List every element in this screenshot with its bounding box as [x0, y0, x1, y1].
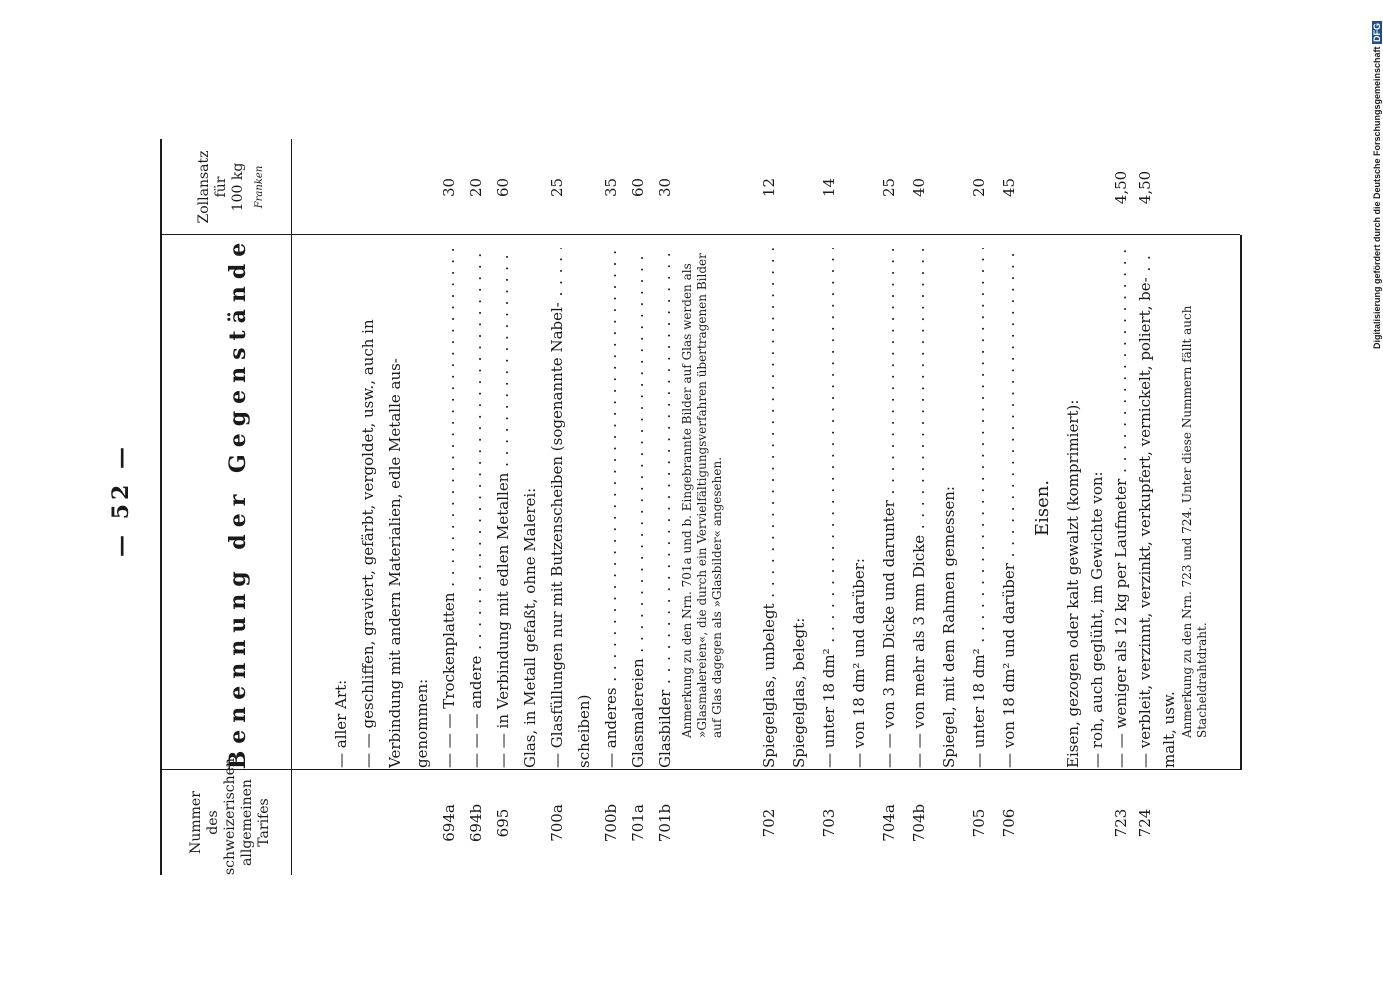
item-description: — unter 18 dm² . . .	[818, 248, 840, 768]
duty-rate: 40	[910, 177, 928, 198]
duty-rate	[1086, 145, 1108, 230]
annotation-note-1: Anmerkung zu den Nrn. 701a und b. Eingebrannte Bilder auf Glas werden als »Glasmalereien«, die durch ein Vervielfältigungsverfahren übertragenen Bilder auf Glas dagegen als »Glasbilder« angesehen.	[680, 253, 724, 738]
item-description: — — — Trockenplatten . . .	[438, 248, 460, 768]
tariff-number	[1158, 778, 1180, 868]
item-description: — Glasfüllungen nur mit Butzenscheiben (sogenannte Nabel- . . .	[546, 248, 568, 768]
duty-rate	[330, 145, 352, 230]
duty-rate	[573, 145, 595, 230]
header-rate-unit: Franken	[254, 165, 265, 209]
header-number-line: allgemeinen	[239, 779, 255, 866]
tariff-number: 703	[820, 808, 838, 838]
item-description: Spiegel, mit dem Rahmen gemessen:	[940, 486, 958, 768]
tariff-number: 723	[1112, 808, 1130, 838]
duty-rate	[519, 145, 541, 230]
duty-rate	[1062, 145, 1084, 230]
item-description: Spiegelglas, unbelegt . . .	[758, 248, 780, 768]
tariff-number: 700b	[602, 803, 620, 843]
duty-rate	[384, 145, 406, 230]
item-description: Glasmalereien . . .	[627, 248, 649, 768]
tariff-number: 694a	[440, 804, 458, 842]
item-description: — — geschliffen, graviert, gefärbt, vergoldet, usw., auch in	[359, 319, 377, 768]
header-rate-line: Zollansatz	[196, 150, 212, 224]
duty-rate: 25	[548, 177, 566, 198]
tariff-number: 702	[760, 808, 778, 838]
item-description: — — — andere . . .	[465, 248, 487, 768]
header-number-line: des	[205, 810, 221, 835]
table-top-rule	[160, 139, 162, 875]
item-description: — von 18 dm² und darüber:	[850, 558, 868, 768]
column-rule-2	[160, 234, 1240, 235]
digitization-credit	[1367, 0, 1383, 1000]
dfg-logo: DFG	[1372, 22, 1382, 42]
item-description: Spiegelglas, belegt:	[790, 617, 808, 768]
tariff-number: 705	[970, 808, 988, 838]
duty-rate: 25	[880, 177, 898, 198]
item-description: — — in Verbindung mit edlen Metallen . . .	[492, 248, 514, 768]
duty-rate: 20	[467, 177, 485, 198]
header-number-line: Tarifes	[256, 798, 272, 847]
tariff-number	[519, 778, 541, 868]
duty-rate: 20	[970, 177, 988, 198]
header-number-line: schweizerischen	[222, 758, 238, 875]
tariff-number	[788, 778, 810, 868]
tariff-number: 695	[494, 808, 512, 838]
annotation-note-2: Anmerkung zu den Nrn. 723 und 724. Unter diese Nummern fällt auch Stacheldrahtdraht.	[1180, 305, 1209, 738]
item-description: — — von mehr als 3 mm Dicke . . .	[908, 248, 930, 768]
duty-rate: 14	[820, 177, 838, 198]
tariff-number	[573, 778, 595, 868]
tariff-number	[384, 778, 406, 868]
item-description: — — von 3 mm Dicke und darunter . . .	[878, 248, 900, 768]
item-description: — roh, auch geglüht, im Gewichte von:	[1088, 471, 1106, 768]
duty-rate	[938, 145, 960, 230]
duty-rate: 45	[1000, 177, 1018, 198]
duty-rate: 4,50	[1136, 170, 1154, 205]
header-rate-column	[196, 139, 268, 235]
tariff-number	[357, 778, 379, 868]
section-title-eisen: Eisen.	[1032, 479, 1053, 537]
duty-rate: 35	[602, 177, 620, 198]
item-description: — aller Art:	[332, 679, 350, 768]
duty-rate: 30	[656, 177, 674, 198]
tariff-number	[938, 778, 960, 868]
credit-text-wrap	[1372, 0, 1382, 375]
table-bottom-rule	[1240, 235, 1242, 770]
tariff-number: 724	[1136, 808, 1154, 838]
tariff-number: 701a	[629, 804, 647, 842]
duty-rate: 4,50	[1112, 170, 1130, 205]
duty-rate: 12	[760, 177, 778, 198]
table-header-rule	[291, 139, 292, 875]
item-description: — — weniger als 12 kg per Laufmeter . . .	[1110, 248, 1132, 768]
tariff-number: 704b	[910, 803, 928, 843]
tariff-number: 700a	[548, 804, 566, 842]
item-description: malt, usw.	[1160, 691, 1178, 768]
duty-rate: 60	[494, 177, 512, 198]
header-number-line: Nummer	[188, 791, 204, 854]
tariff-number: 694b	[467, 803, 485, 843]
tariff-number	[848, 778, 870, 868]
item-description: genommen:	[413, 678, 431, 768]
duty-rate	[357, 145, 379, 230]
duty-rate: 60	[629, 177, 647, 198]
tariff-number: 704a	[880, 804, 898, 842]
tariff-number	[330, 778, 352, 868]
item-description: Verbindung mit andern Materialien, edle Metalle aus-	[386, 358, 404, 768]
header-description-column: Benennung der Gegenstände	[225, 235, 251, 770]
item-description: — unter 18 dm² . . .	[968, 248, 990, 768]
column-rule-1	[160, 769, 1240, 770]
item-description: scheiben)	[575, 694, 593, 768]
duty-rate	[848, 145, 870, 230]
header-number-column	[188, 758, 273, 875]
item-description: — anderes . . .	[600, 248, 622, 768]
item-description: Eisen, gezogen oder kalt gewalzt (komprimiert):	[1064, 399, 1082, 768]
tariff-number	[1086, 778, 1108, 868]
tariff-number: 701b	[656, 803, 674, 843]
header-rate-line: für	[213, 176, 229, 198]
duty-rate	[788, 145, 810, 230]
header-rate-line: 100 kg	[230, 162, 246, 212]
item-description: — verbleit, verzinnt, verzinkt, verkupfert, vernickelt, poliert, be- . . .	[1134, 248, 1156, 768]
page-number: — 52 —	[108, 443, 134, 557]
duty-rate	[411, 145, 433, 230]
duty-rate	[1158, 145, 1180, 230]
tariff-number	[411, 778, 433, 868]
item-description: Glasbilder . . .	[654, 248, 676, 768]
item-description: Glas, in Metall gefaßt, ohne Malerei:	[521, 487, 539, 768]
credit-text: Digitalisierung gefördert durch die Deutsche Forschungsgemeinschaft	[1372, 46, 1382, 350]
item-description: — von 18 dm² und darüber . . .	[998, 248, 1020, 768]
tariff-number: 706	[1000, 808, 1018, 838]
duty-rate: 30	[440, 177, 458, 198]
tariff-number	[1062, 778, 1084, 868]
